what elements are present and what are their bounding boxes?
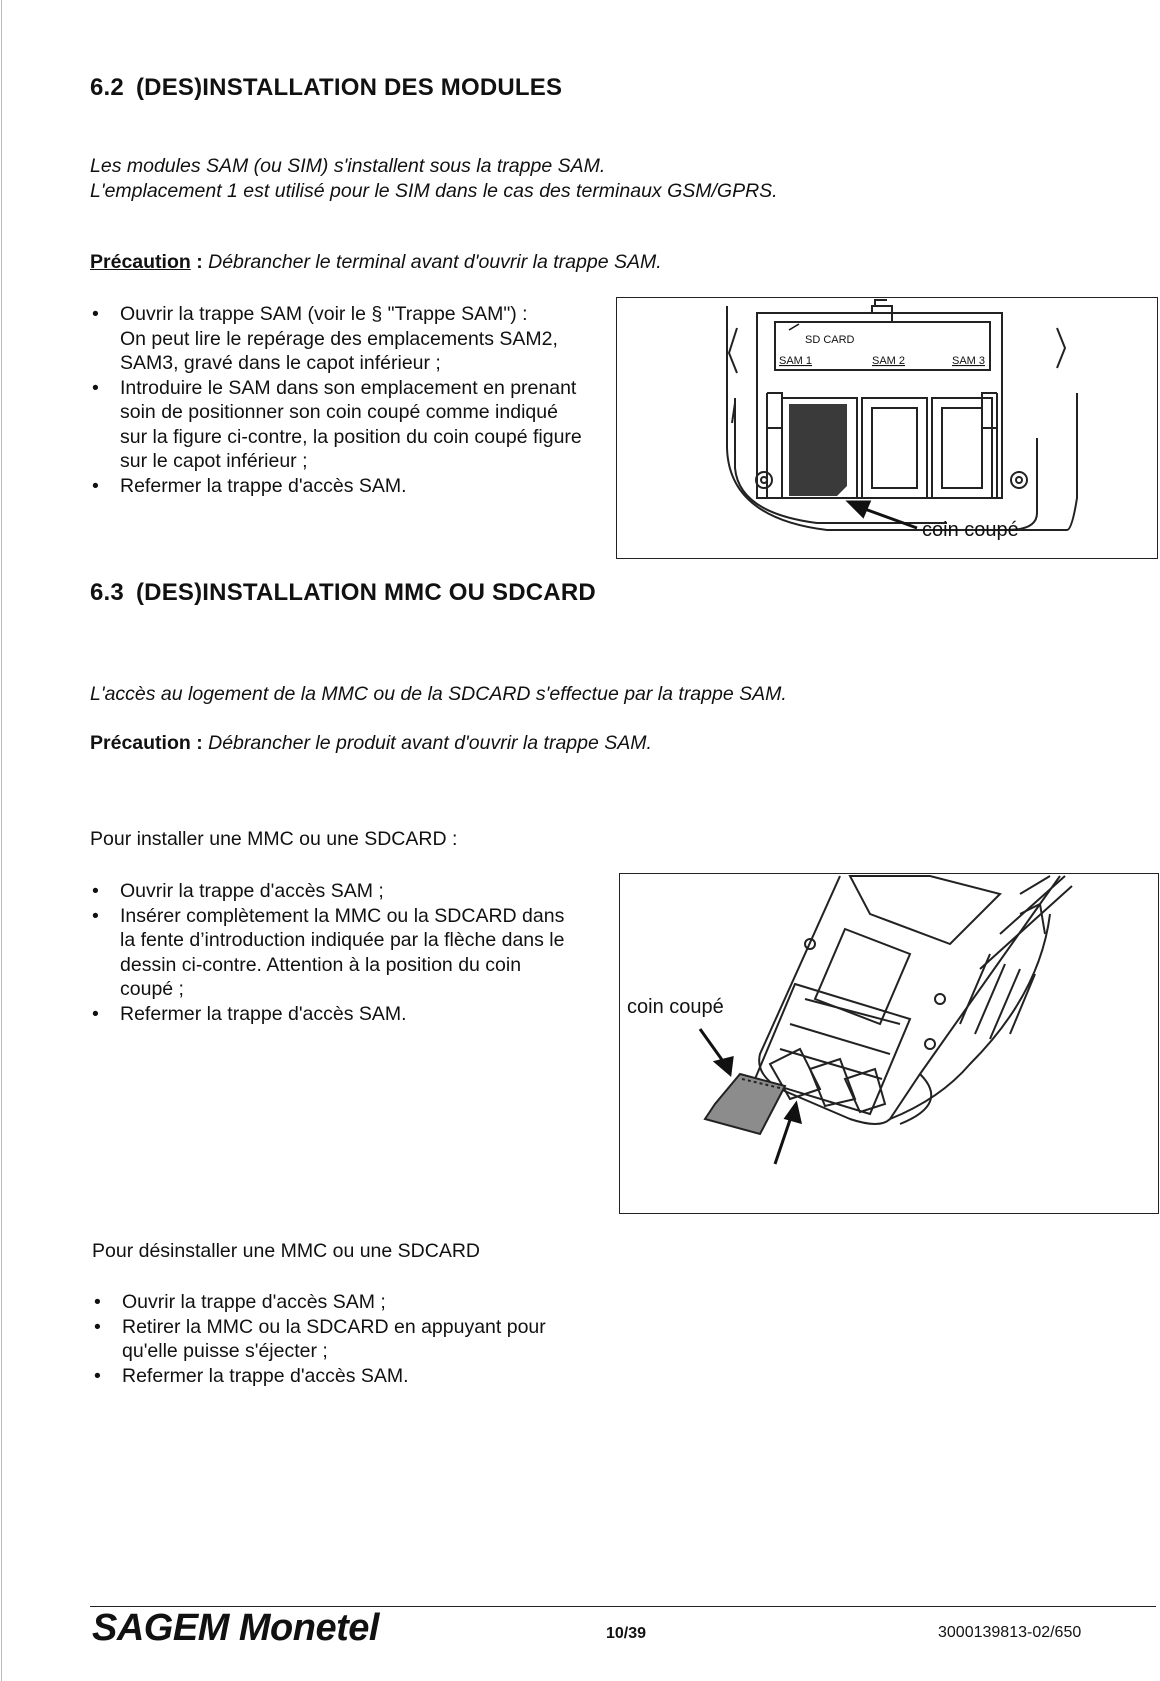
sd-card-label: SD CARD	[805, 334, 855, 346]
precaution-6-3	[90, 731, 1040, 756]
list-item: • Refermer la trappe d'accès SAM.	[90, 1002, 610, 1027]
scan-margin-line	[1, 0, 2, 1681]
list-item: • Insérer complètement la MMC ou la SDCARD dans la fente d’introduction indiquée par la flèche dans le dessin ci-contre. Attention à la position du coin coupé ;	[90, 904, 610, 1002]
section-title: (DES)INSTALLATION MMC OU SDCARD	[135, 579, 596, 606]
sam1-label: SAM 1	[779, 355, 813, 367]
sam3-label: SAM 3	[952, 355, 986, 367]
document-reference: 3000139813-02/650	[938, 1624, 1082, 1641]
list-item: • Refermer la trappe d'accès SAM.	[90, 474, 620, 499]
bullet-list-6-2	[90, 302, 620, 498]
list-item: • Ouvrir la trappe d'accès SAM ;	[90, 879, 610, 904]
figure-sam-slots	[616, 297, 1158, 559]
corner-cut-label: coin coupé	[627, 996, 724, 1018]
section-title: (DES)INSTALLATION DES MODULES	[135, 74, 563, 101]
section-number: 6.2	[90, 74, 124, 101]
sam-slots-illustration	[617, 298, 1157, 558]
page-number: 10/39	[606, 1625, 647, 1642]
intro-line: L'emplacement 1 est utilisé pour le SIM dans le cas des terminaux GSM/GPRS.	[90, 180, 778, 202]
uninstall-title: Pour désinstaller une MMC ou une SDCARD	[92, 1240, 481, 1262]
install-title: Pour installer une MMC ou une SDCARD :	[90, 828, 458, 850]
section-number: 6.3	[90, 579, 124, 606]
list-item: • Refermer la trappe d'accès SAM.	[92, 1364, 612, 1389]
precaution-label: Précaution	[90, 732, 191, 754]
precaution-text: Débrancher le terminal avant d'ouvrir la trappe SAM.	[208, 251, 662, 273]
section-6-2-intro	[90, 154, 990, 204]
company-logo: SAGEM Monetel	[92, 1607, 379, 1649]
install-bullet-list	[90, 879, 610, 1026]
sam2-label: SAM 2	[872, 355, 906, 367]
figure-sdcard-insertion	[619, 873, 1159, 1214]
section-6-3-heading	[90, 579, 596, 607]
list-item: • Retirer la MMC ou la SDCARD en appuyant pour qu'elle puisse s'éjecter ;	[92, 1315, 612, 1364]
precaution-label: Précaution	[90, 251, 191, 273]
sdcard-insertion-illustration	[620, 874, 1158, 1213]
list-item: • Ouvrir la trappe d'accès SAM ;	[92, 1290, 612, 1315]
precaution-separator: :	[190, 251, 209, 273]
section-6-2-heading	[90, 74, 562, 102]
precaution-6-2	[90, 250, 990, 275]
precaution-text: Débrancher le produit avant d'ouvrir la trappe SAM.	[208, 732, 652, 754]
intro-line: Les modules SAM (ou SIM) s'installent sous la trappe SAM.	[90, 155, 606, 177]
precaution-separator: :	[190, 732, 209, 754]
corner-cut-label: coin coupé	[922, 519, 1019, 541]
list-item: • Ouvrir la trappe SAM (voir le § "Trappe SAM") : On peut lire le repérage des emplacements SAM2, SAM3, gravé dans le capot inférieur ;	[90, 302, 620, 376]
list-item: • Introduire le SAM dans son emplacement en prenant soin de positionner son coin coupé comme indiqué sur la figure ci-contre, la position du coin coupé figure sur le capot inférieur ;	[90, 376, 620, 474]
uninstall-bullet-list	[92, 1290, 612, 1388]
section-6-3-intro: L'accès au logement de la MMC ou de la SDCARD s'effectue par la trappe SAM.	[90, 683, 787, 705]
